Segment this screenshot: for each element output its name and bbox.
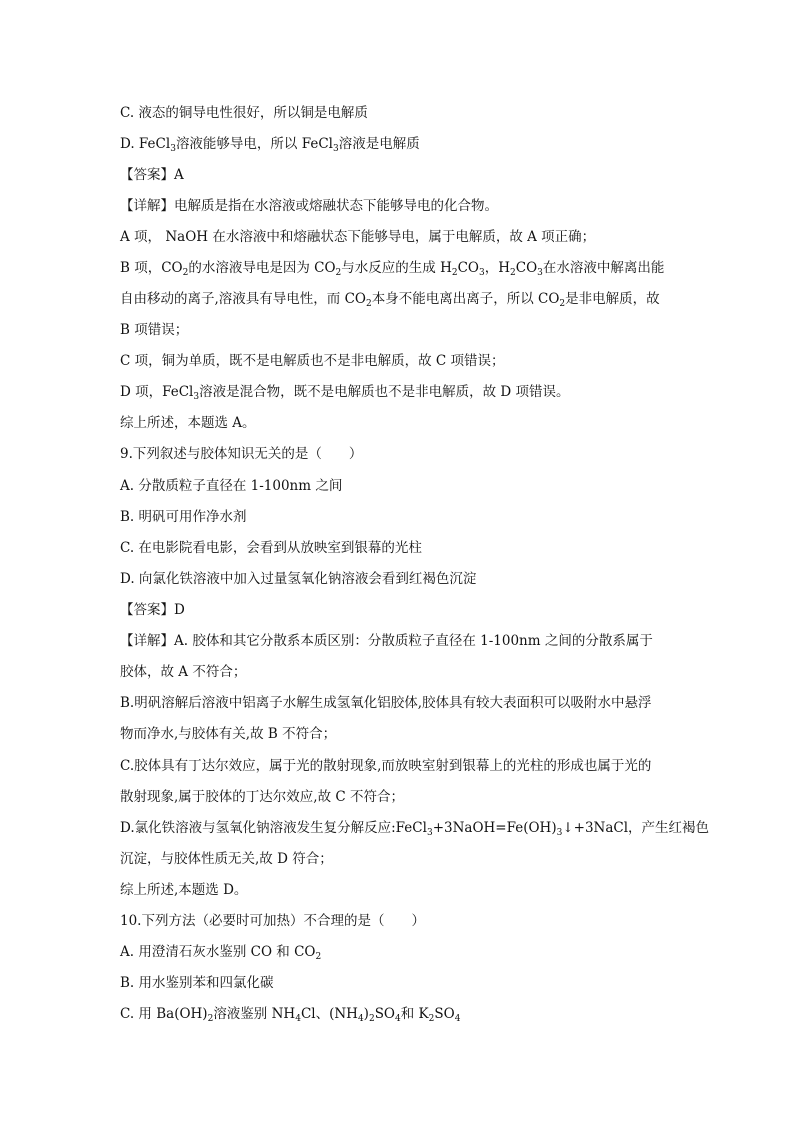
text-line (120, 693, 652, 713)
text-run: CO (457, 260, 479, 276)
text-run: SO (374, 1006, 396, 1022)
subscript: 3 (537, 268, 543, 278)
text-run: CO (515, 260, 538, 276)
subscript: 2 (428, 1014, 435, 1024)
text-run: ↓+3NaCl，产生红褐色 (562, 820, 710, 836)
text-run: 【答案】A (120, 167, 184, 183)
text-line (120, 382, 570, 402)
text-run: D. FeCl (120, 136, 171, 152)
text-run: 【答案】D (120, 602, 185, 618)
text-run: D. 向氯化铁溶液中加入过量氢氧化钠溶液会看到红褐色沉淀 (120, 571, 477, 587)
text-line (120, 320, 188, 340)
text-run: Cl、(NH (300, 1006, 358, 1022)
text-run: A 项， NaOH 在水溶液中和熔融状态下能够导电，属于电解质，故 A 项正确； (120, 229, 596, 245)
text-run: 【详解】A. 胶体和其它分散系本质区别：分散质粒子直径在 1-100nm 之间的分散系属于 (120, 633, 653, 649)
text-run: B.明矾溶解后溶液中铝离子水解生成氢氧化铝胶体,胶体具有较大表面积可以吸附水中悬浮 (120, 695, 652, 711)
text-run: 和 K (400, 1006, 429, 1022)
text-run: 自由移动的离子,溶液具有导电性，而 CO (120, 291, 366, 307)
subscript: 2 (365, 299, 372, 309)
text-line (120, 289, 660, 309)
text-line (120, 973, 274, 993)
text-line (120, 507, 247, 527)
text-run: 本身不能电离出离子，所以 CO (371, 291, 560, 307)
text-run: 溶液能够导电，所以 FeCl (175, 136, 333, 152)
text-line (120, 911, 425, 931)
text-run: 与水反应的生成 H (341, 260, 452, 276)
subscript: 3 (193, 392, 200, 402)
text-run: 溶液鉴别 NH (213, 1006, 296, 1022)
text-run: ，H (484, 260, 511, 276)
subscript: 4 (357, 1014, 364, 1024)
text-run: 综上所述，本题选 A。 (120, 415, 256, 431)
text-run: B 项，CO (120, 260, 183, 276)
text-line (120, 818, 709, 838)
text-line (120, 787, 404, 807)
text-line (120, 756, 651, 776)
text-run: 9.下列叙述与胶体知识无关的是（ ） (120, 446, 363, 462)
subscript: 2 (182, 268, 189, 278)
text-line (120, 476, 342, 496)
subscript: 3 (333, 144, 339, 154)
text-run: B. 明矾可用作净水剂 (120, 509, 247, 525)
text-run: SO (434, 1006, 455, 1022)
text-run: 物而净水,与胶体有关,故 B 不符合； (120, 726, 337, 742)
text-line (120, 258, 664, 278)
text-run: 10.下列方法（必要时可加热）不合理的是（ ） (120, 913, 425, 929)
text-line (120, 413, 256, 433)
text-line (120, 600, 185, 620)
text-run: C 项，铜为单质，既不是电解质也不是非电解质，故 C 项错误； (120, 353, 505, 369)
subscript: 2 (335, 268, 342, 278)
text-line (120, 538, 422, 558)
text-run: 【详解】电解质是指在水溶液或熔融状态下能够导电的化合物。 (120, 198, 498, 214)
text-run: C. 在电影院看电影，会看到从放映室到银幕的光柱 (120, 540, 422, 556)
text-run: A. 分散质粒子直径在 1-100nm 之间 (120, 478, 343, 494)
text-run: 综上所述,本题选 D。 (120, 882, 248, 898)
text-run: 的水溶液导电是因为 CO (188, 260, 336, 276)
text-run: 胶体，故 A 不符合； (120, 664, 247, 680)
subscript: 2 (207, 1014, 214, 1024)
text-run: D 项，FeCl (120, 384, 194, 400)
text-run: D.氯化铁溶液与氢氧化钠溶液发生复分解反应:FeCl (120, 820, 427, 836)
text-line (120, 103, 368, 123)
text-line (120, 134, 420, 154)
text-run: +3NaOH=Fe(OH) (432, 820, 557, 836)
subscript: 2 (368, 1014, 375, 1024)
text-run: 沉淀，与胶体性质无关,故 D 符合； (120, 851, 333, 867)
text-run: ) (363, 1006, 369, 1022)
text-line (120, 227, 595, 247)
text-line (120, 165, 184, 185)
subscript: 3 (556, 828, 563, 838)
text-run: C.胶体具有丁达尔效应，属于光的散射现象,而放映室射到银幕上的光柱的形成也属于光的 (120, 758, 652, 774)
text-line (120, 849, 333, 869)
text-line (120, 942, 321, 962)
text-run: C. 液态的铜导电性很好，所以铜是电解质 (120, 105, 368, 121)
subscript: 2 (559, 299, 566, 309)
text-line (120, 880, 247, 900)
subscript: 4 (295, 1014, 301, 1024)
text-line (120, 351, 505, 371)
subscript: 4 (395, 1014, 401, 1024)
text-run: C. 用 Ba(OH) (120, 1006, 208, 1022)
text-run: 在水溶液中解离出能 (542, 260, 665, 276)
text-run: 溶液是电解质 (338, 136, 420, 152)
text-line (120, 444, 362, 464)
text-line (120, 196, 498, 216)
text-run: 是非电解质，故 (565, 291, 660, 307)
subscript: 2 (451, 268, 458, 278)
text-line (120, 724, 336, 744)
text-line (120, 631, 653, 651)
text-run: 溶液是混合物，既不是电解质也不是非电解质，故 D 项错误。 (199, 384, 570, 400)
subscript: 2 (510, 268, 516, 278)
text-run: B. 用水鉴别苯和四氯化碳 (120, 975, 274, 991)
subscript: 2 (315, 952, 322, 962)
text-run: 散射现象,属于胶体的丁达尔效应,故 C 不符合； (120, 789, 404, 805)
text-run: B 项错误； (120, 322, 189, 338)
text-run: A. 用澄清石灰水鉴别 CO 和 CO (120, 944, 316, 960)
subscript: 4 (454, 1014, 461, 1024)
subscript: 3 (170, 144, 176, 154)
subscript: 3 (479, 268, 485, 278)
text-line (120, 662, 246, 682)
text-line (120, 569, 476, 589)
text-line (120, 1004, 460, 1024)
subscript: 3 (426, 828, 433, 838)
